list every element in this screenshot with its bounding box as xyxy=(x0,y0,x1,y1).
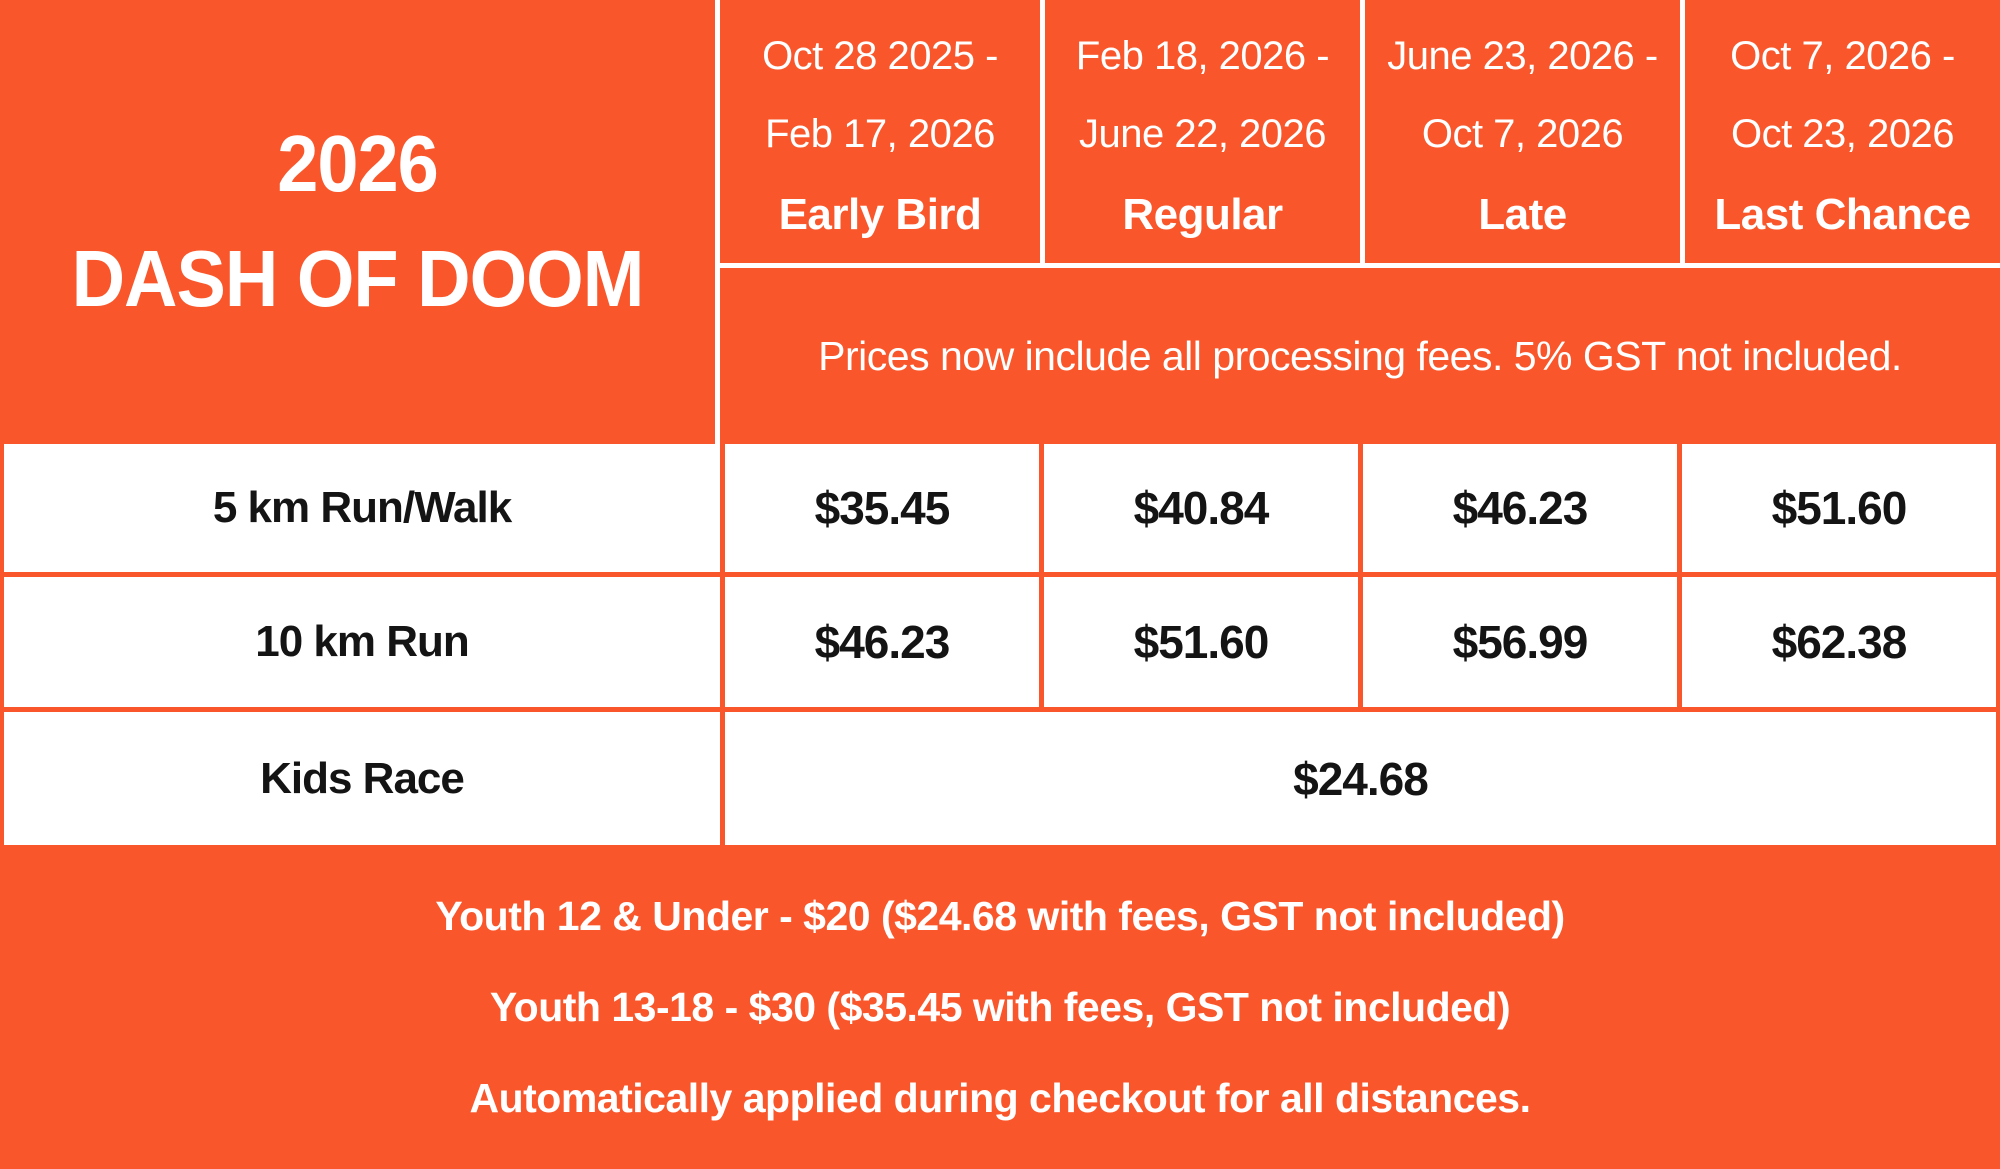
date-range-end: Oct 7, 2026 xyxy=(1421,111,1624,156)
date-range-end: June 22, 2026 xyxy=(1078,111,1327,156)
auto-applied-note: Automatically applied during checkout for all distances. xyxy=(469,1074,1531,1121)
price-5km-last-chance: $51.60 xyxy=(1677,444,1996,577)
date-range-start: June 23, 2026 - xyxy=(1387,33,1658,78)
price-10km-early-bird: $46.23 xyxy=(720,577,1039,712)
youth-13-18-note: Youth 13-18 - $30 ($35.45 with fees, GST not included) xyxy=(489,983,1511,1030)
header-section xyxy=(0,0,2000,444)
period-name: Early Bird xyxy=(778,189,982,239)
price-10km-late: $56.99 xyxy=(1358,577,1677,712)
price-kids-all-periods: $24.68 xyxy=(720,712,1996,845)
race-row-label-5km: 5 km Run/Walk xyxy=(4,444,720,577)
date-range-end: Oct 23, 2026 xyxy=(1730,111,1955,156)
price-5km-late: $46.23 xyxy=(1358,444,1677,577)
event-name: DASH OF DOOM xyxy=(71,233,644,324)
date-range-start: Oct 28 2025 - xyxy=(762,33,998,78)
date-range-start: Oct 7, 2026 - xyxy=(1730,33,1955,78)
date-range-end: Feb 17, 2026 xyxy=(765,111,995,156)
event-title xyxy=(0,0,720,444)
pricing-table xyxy=(0,444,2000,845)
column-header-last-chance xyxy=(1680,0,2000,268)
footer-notes xyxy=(0,845,2000,1169)
period-name: Regular xyxy=(1122,189,1283,239)
fees-note: Prices now include all processing fees. 5% GST not included. xyxy=(818,332,1902,379)
price-5km-early-bird: $35.45 xyxy=(720,444,1039,577)
period-name: Last Chance xyxy=(1714,189,1971,239)
column-header-late xyxy=(1360,0,1680,268)
date-range-start: Feb 18, 2026 - xyxy=(1075,33,1330,78)
race-row-label-kids: Kids Race xyxy=(4,712,720,845)
price-10km-last-chance: $62.38 xyxy=(1677,577,1996,712)
period-name: Late xyxy=(1478,189,1567,239)
youth-12-under-note: Youth 12 & Under - $20 ($24.68 with fees, GST not included) xyxy=(435,892,1565,939)
column-header-early-bird xyxy=(720,0,1040,268)
price-5km-regular: $40.84 xyxy=(1039,444,1358,577)
column-header-regular xyxy=(1040,0,1360,268)
race-row-label-10km: 10 km Run xyxy=(4,577,720,712)
price-10km-regular: $51.60 xyxy=(1039,577,1358,712)
event-year: 2026 xyxy=(277,118,438,209)
